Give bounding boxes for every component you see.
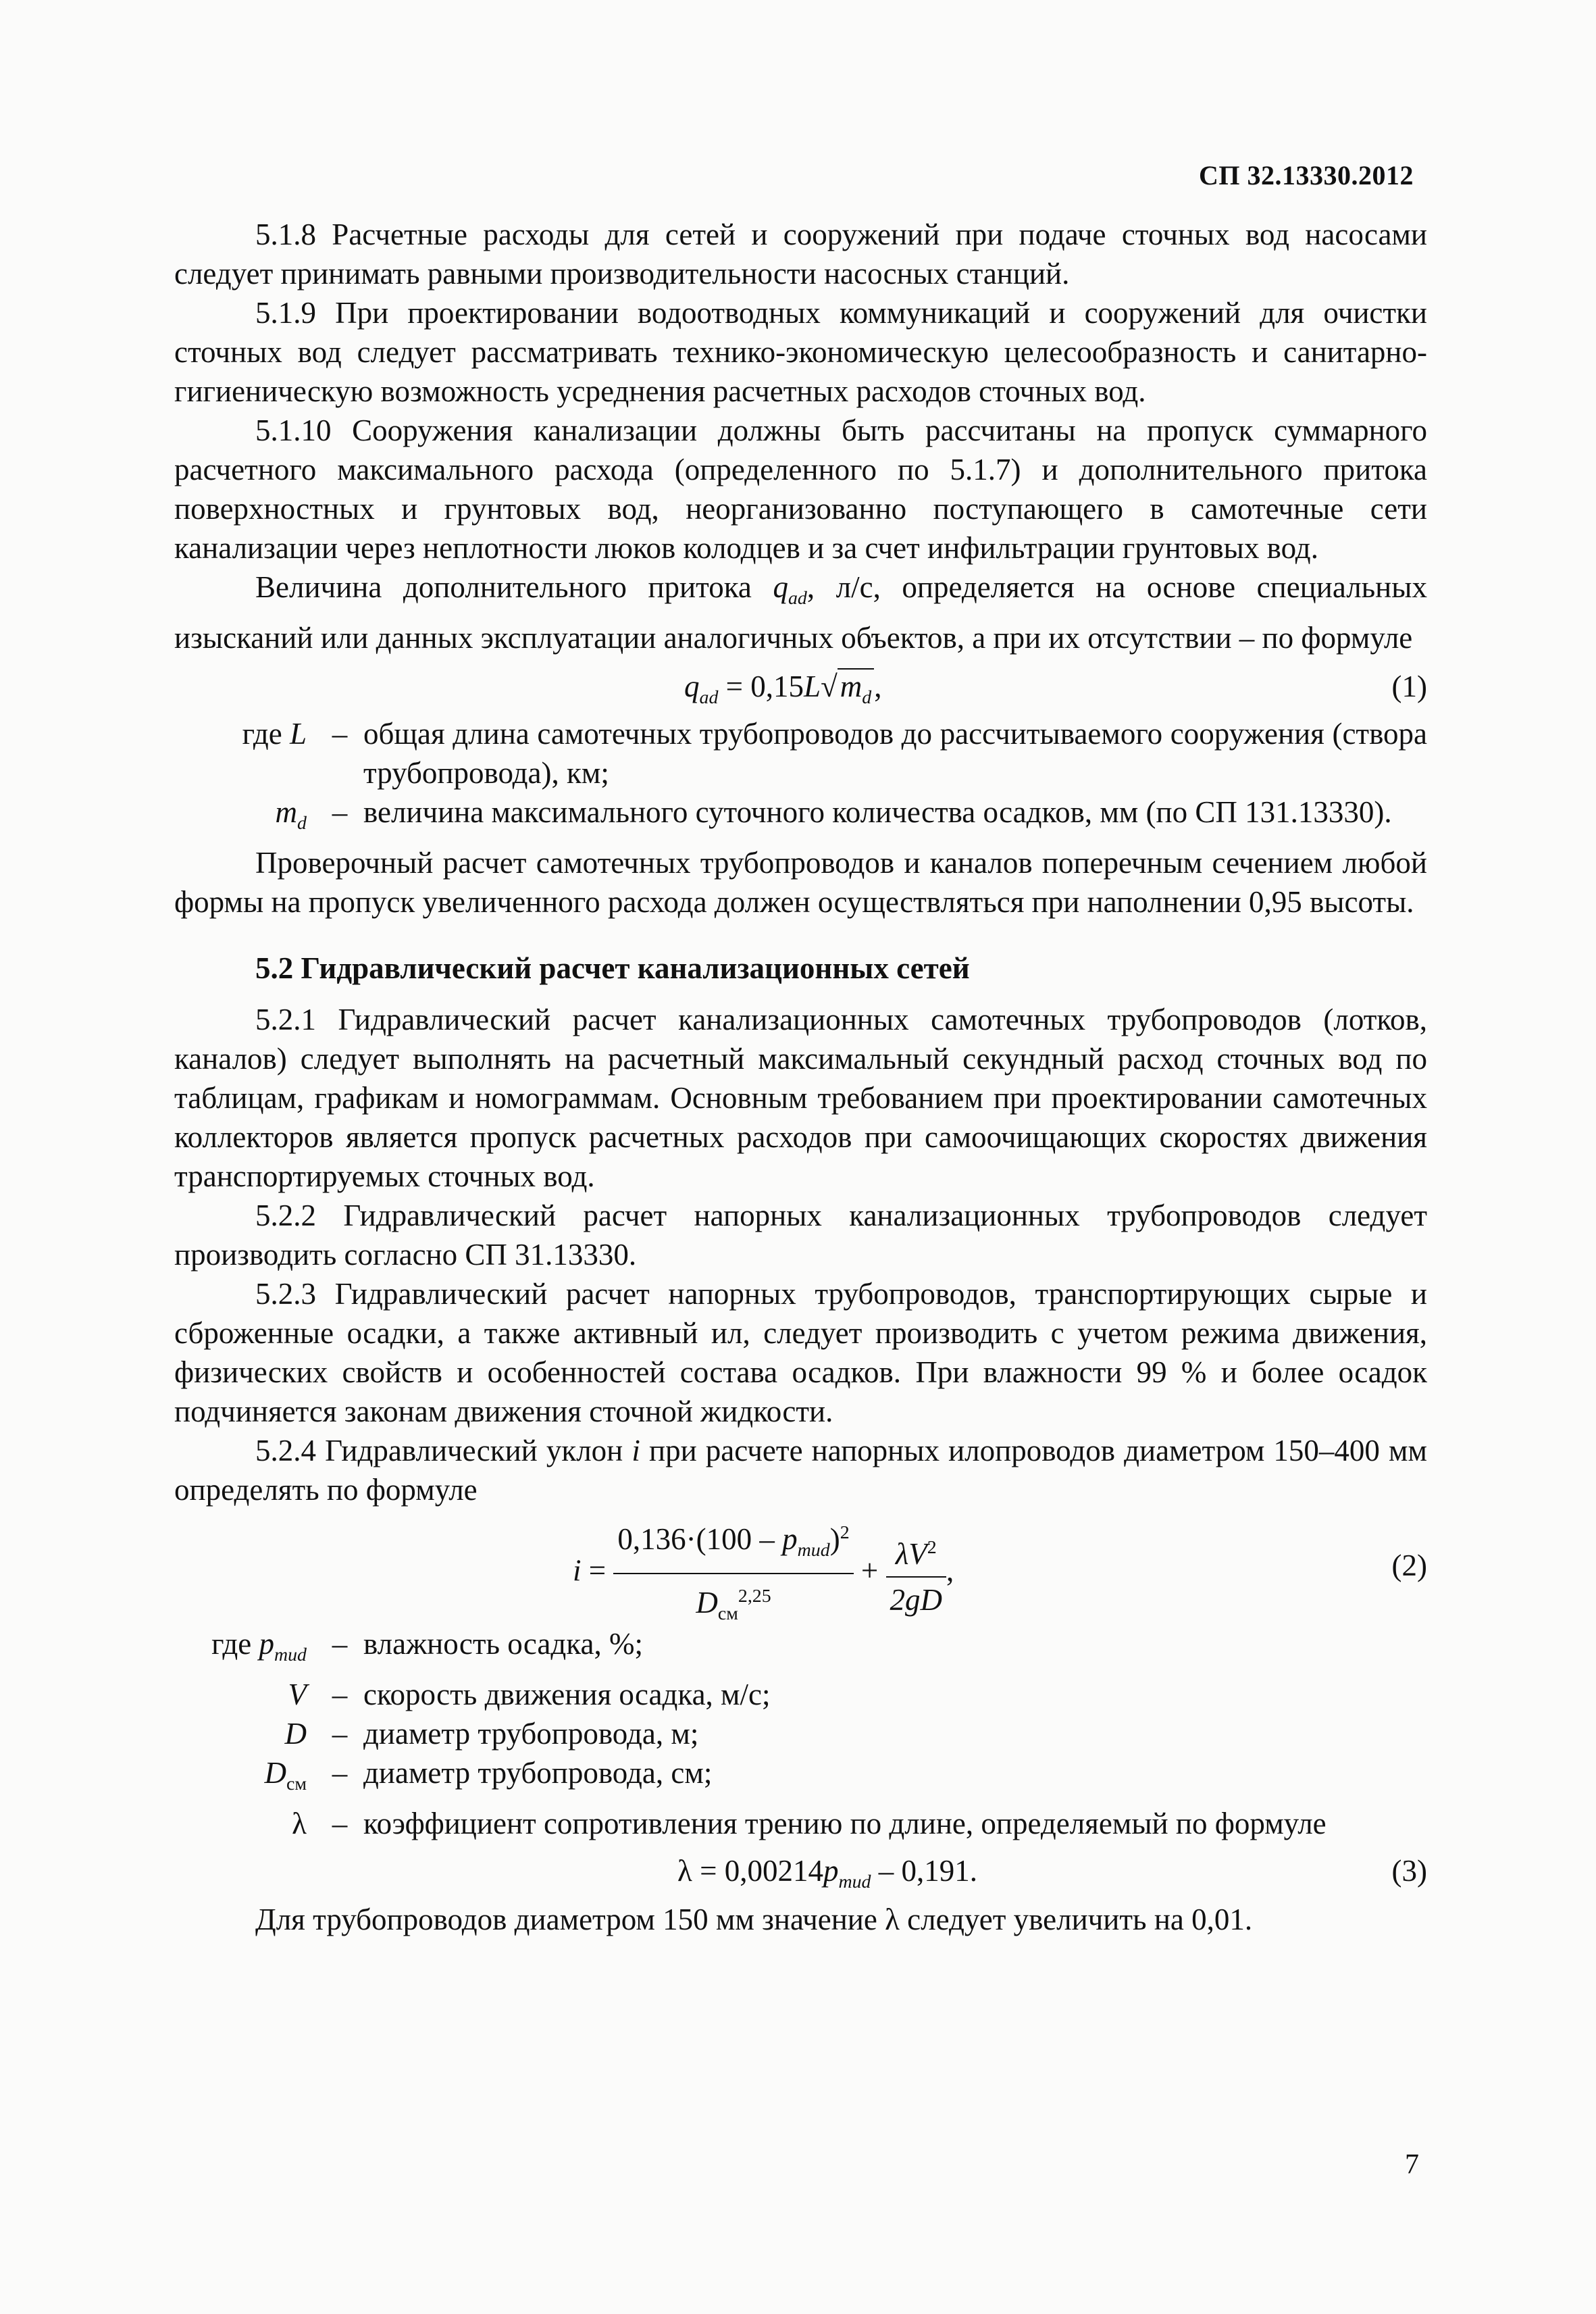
paragraph-qad-intro	[174, 568, 1427, 657]
definition-symbol: $D_{см}$	[264, 1756, 307, 1794]
definition-text: общая длина самотечных трубопроводов до рассчитываемого сооружения (створа трубопровода), км;	[363, 717, 1427, 790]
paragraph-5-2-3: 5.2.3 Гидравлический расчет напорных трубопроводов, транспортирующих сырые и сброженные осадки, а также активный ил, следует производить с учетом режима движения, физических свойств и особенностей состава осадков. При влажности 99 % и более осадок подчиняется законам движения сточной жидкости.	[174, 1277, 1427, 1428]
definition-symbol: V	[288, 1678, 307, 1711]
definition-text: диаметр трубопровода, м;	[363, 1717, 699, 1751]
definition-symbol: где L	[242, 717, 307, 751]
paragraph-5-1-10: 5.1.10 Сооружения канализации должны быть рассчитаны на пропуск суммарного расчетного максимального расхода (определенного по 5.1.7) и дополнительного притока поверхностных и грунтовых вод, неорганизованно поступающего в самотечные сети канализации через неплотности люков колодцев и за счет инфильтрации грунтовых вод.	[174, 413, 1427, 565]
paragraph-5-1-9: 5.1.9 При проектировании водоотводных коммуникаций и сооружений для очистки сточных вод следует рассматривать технико-экономическую целесообразность и санитарно-гигиеническую возможность усреднения расчетных расходов сточных вод.	[174, 296, 1427, 408]
formula-1	[174, 657, 1427, 714]
definition-symbol: λ	[292, 1807, 307, 1840]
qad-symbol: $q_{ad}$	[773, 570, 807, 609]
definition-text: величина максимального суточного количества осадков, мм (по СП 131.13330).	[363, 795, 1392, 829]
paragraph-check-calc: Проверочный расчет самотечных трубопроводов и каналов поперечным сечением любой формы на пропуск увеличенного расхода должен осуществляться при наполнении 0,95 высоты.	[174, 846, 1427, 919]
formula-3	[174, 1843, 1427, 1900]
paragraph-5-2-4: 5.2.4 Гидравлический уклон i при расчете напорных илопроводов диаметром 150–400 мм определять по формуле	[174, 1434, 1427, 1507]
definition-dash: –	[332, 1627, 348, 1661]
definition-symbol: $m_d$	[275, 795, 307, 834]
formula-2	[174, 1509, 1427, 1624]
qad-intro-after: , л/с, определяется на основе специальных изысканий или данных эксплуатации аналогичных объектов, а при их отсутствии – по формуле	[174, 570, 1427, 655]
page-number: 7	[1405, 2149, 1419, 2180]
formula-1-expression: $q_{ad} = 0,15L√m_d$,	[684, 670, 882, 708]
definition-dash: –	[332, 1717, 348, 1751]
formula-3-expression: $\lambda = 0,00214p_{mud} - 0,191$.	[677, 1854, 977, 1892]
definition-dash: –	[332, 717, 348, 751]
definition-list-2	[174, 1624, 1427, 1843]
qad-intro-before: Величина дополнительного притока	[255, 570, 773, 604]
formula-3-number: (3)	[1391, 1854, 1427, 1888]
definition-dash: –	[332, 1807, 348, 1840]
document-code: СП 32.13330.2012	[1199, 160, 1414, 191]
sqrt-sign: √	[821, 670, 838, 703]
definition-list-1	[174, 714, 1427, 843]
page-content	[174, 215, 1427, 1939]
formula-2-number: (2)	[1391, 1549, 1427, 1582]
section-heading-5-2: 5.2 Гидравлический расчет канализационных сетей	[255, 951, 970, 985]
paragraph-5-2-1: 5.2.1 Гидравлический расчет канализационных самотечных трубопроводов (лотков, каналов) следует выполнять на расчетный максимальный секундный расход сточных вод по таблицам, графикам и номограммам. Основным требованием при проектировании самотечных коллекторов является пропуск расчетных расходов при самоочищающих скоростях движения транспортируемых сточных вод.	[174, 1003, 1427, 1193]
definition-text: диаметр трубопровода, см;	[363, 1756, 713, 1790]
paragraph-final-note: Для трубопроводов диаметром 150 мм значение λ следует увеличить на 0,01.	[255, 1903, 1253, 1936]
definition-dash: –	[332, 1678, 348, 1711]
definition-dash: –	[332, 795, 348, 829]
definition-text: коэффициент сопротивления трению по длине, определяемый по формуле	[363, 1807, 1327, 1840]
formula-1-number: (1)	[1391, 670, 1427, 703]
definition-text: скорость движения осадка, м/с;	[363, 1678, 771, 1711]
definition-symbol: D	[284, 1717, 307, 1751]
formula-2-expression: i = $\frac{0,136\cdot(100 - p_{mud})^2}{D_{см}^{2,25}}$ + $\frac{\lambda V^2}{2gD}$ ,	[573, 1513, 954, 1634]
paragraph-5-2-2: 5.2.2 Гидравлический расчет напорных канализационных трубопроводов следует производить согласно СП 31.13330.	[174, 1199, 1427, 1272]
formula-2-fraction-1: $\frac{0,136\cdot(100 - p_{mud})^2}{D_{см}^{2,25}}$	[613, 1513, 853, 1634]
formula-2-fraction-2: $\frac{\lambda V^2}{2gD}$	[886, 1528, 947, 1619]
definition-text: влажность осадка, %;	[363, 1627, 643, 1661]
paragraph-5-1-8: 5.1.8 Расчетные расходы для сетей и сооружений при подаче сточных вод насосами следует принимать равными производительности насосных станций.	[174, 218, 1427, 291]
definition-symbol: где $p_{mud}$	[211, 1627, 307, 1665]
definition-dash: –	[332, 1756, 348, 1790]
